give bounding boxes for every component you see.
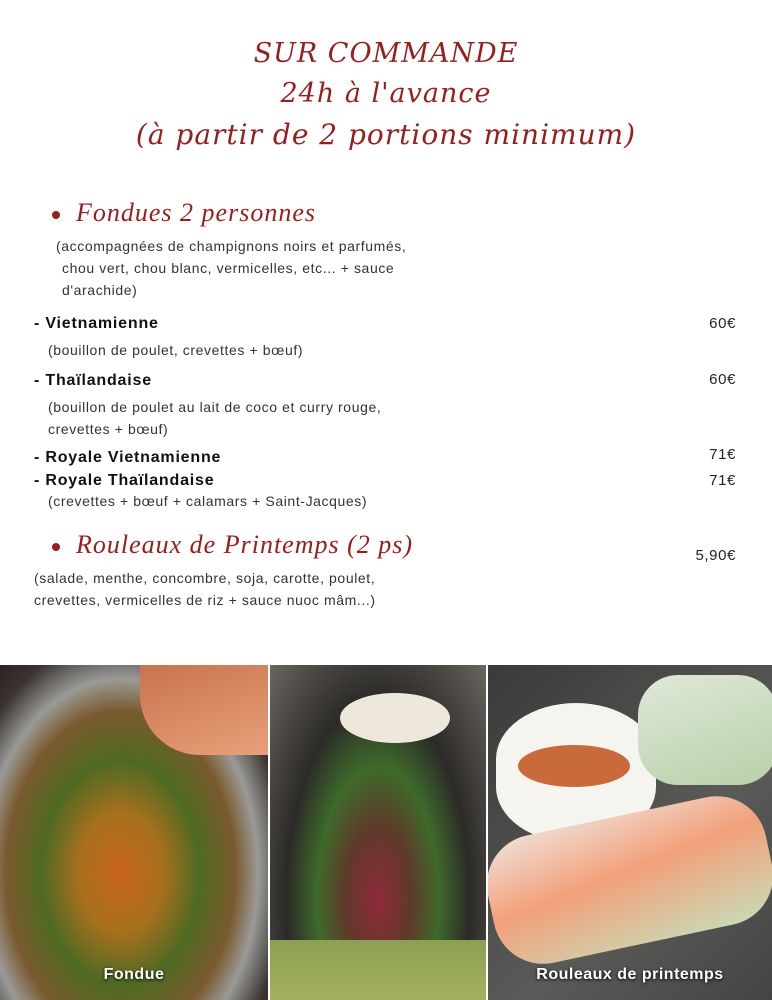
menu-item-desc: (crevettes + bœuf + calamars + Saint-Jacques) [48,493,368,509]
bullet-icon [52,211,60,219]
menu-item-name: - Thaïlandaise [34,372,152,389]
rouleaux-description [34,567,376,611]
menu-item-desc [48,396,381,440]
menu-item-desc: (bouillon de poulet, crevettes + bœuf) [48,342,304,358]
menu-item-name: - Royale Thaïlandaise [34,472,215,489]
photo-detail [270,940,486,1000]
fondues-title: Fondues [76,198,173,227]
desc-line: crevettes + bœuf) [48,421,169,437]
desc-line: (salade, menthe, concombre, soja, carotte, poulet, [34,570,376,586]
header-line-2: 24h à l'avance [280,78,492,109]
bullet-icon [52,543,60,551]
desc-line: (accompagnées de champignons noirs et parfumés, [56,238,407,254]
photo-detail [638,675,772,785]
desc-line: chou vert, chou blanc, vermicelles, etc... + sauce [62,260,395,276]
rouleaux-title: Rouleaux de Printemps (2 ps) [76,530,414,559]
fondues-description [56,235,406,301]
rouleaux-price: 5,90€ [695,547,736,564]
menu-item-price: 60€ [709,371,736,388]
menu-item-price: 71€ [709,446,736,463]
menu-item-price: 71€ [709,472,736,489]
fondues-title-suffix: 2 personnes [180,198,316,227]
photo-detail [140,665,268,755]
photo-fondue [0,665,268,1000]
desc-line: crevettes, vermicelles de riz + sauce nuoc mâm...) [34,592,376,608]
desc-line: d'arachide) [62,282,138,298]
desc-line: (bouillon de poulet au lait de coco et curry rouge, [48,399,382,415]
section-title-fondues [52,198,316,228]
header-line-1: SUR COMMANDE [253,38,519,69]
header-line-3: (à partir de 2 portions minimum) [135,118,637,151]
photo-rouleaux [488,665,772,1000]
menu-item-name: - Vietnamienne [34,315,159,332]
photo-caption: Fondue [103,966,165,983]
photo-detail [518,745,630,787]
menu-item-name: - Royale Vietnamienne [34,449,222,466]
section-title-rouleaux [52,530,413,560]
photo-caption: Rouleaux de printemps [536,966,724,983]
menu-item-price: 60€ [709,315,736,332]
photo-fondue-ingredients [270,665,486,1000]
photo-detail [340,693,450,743]
